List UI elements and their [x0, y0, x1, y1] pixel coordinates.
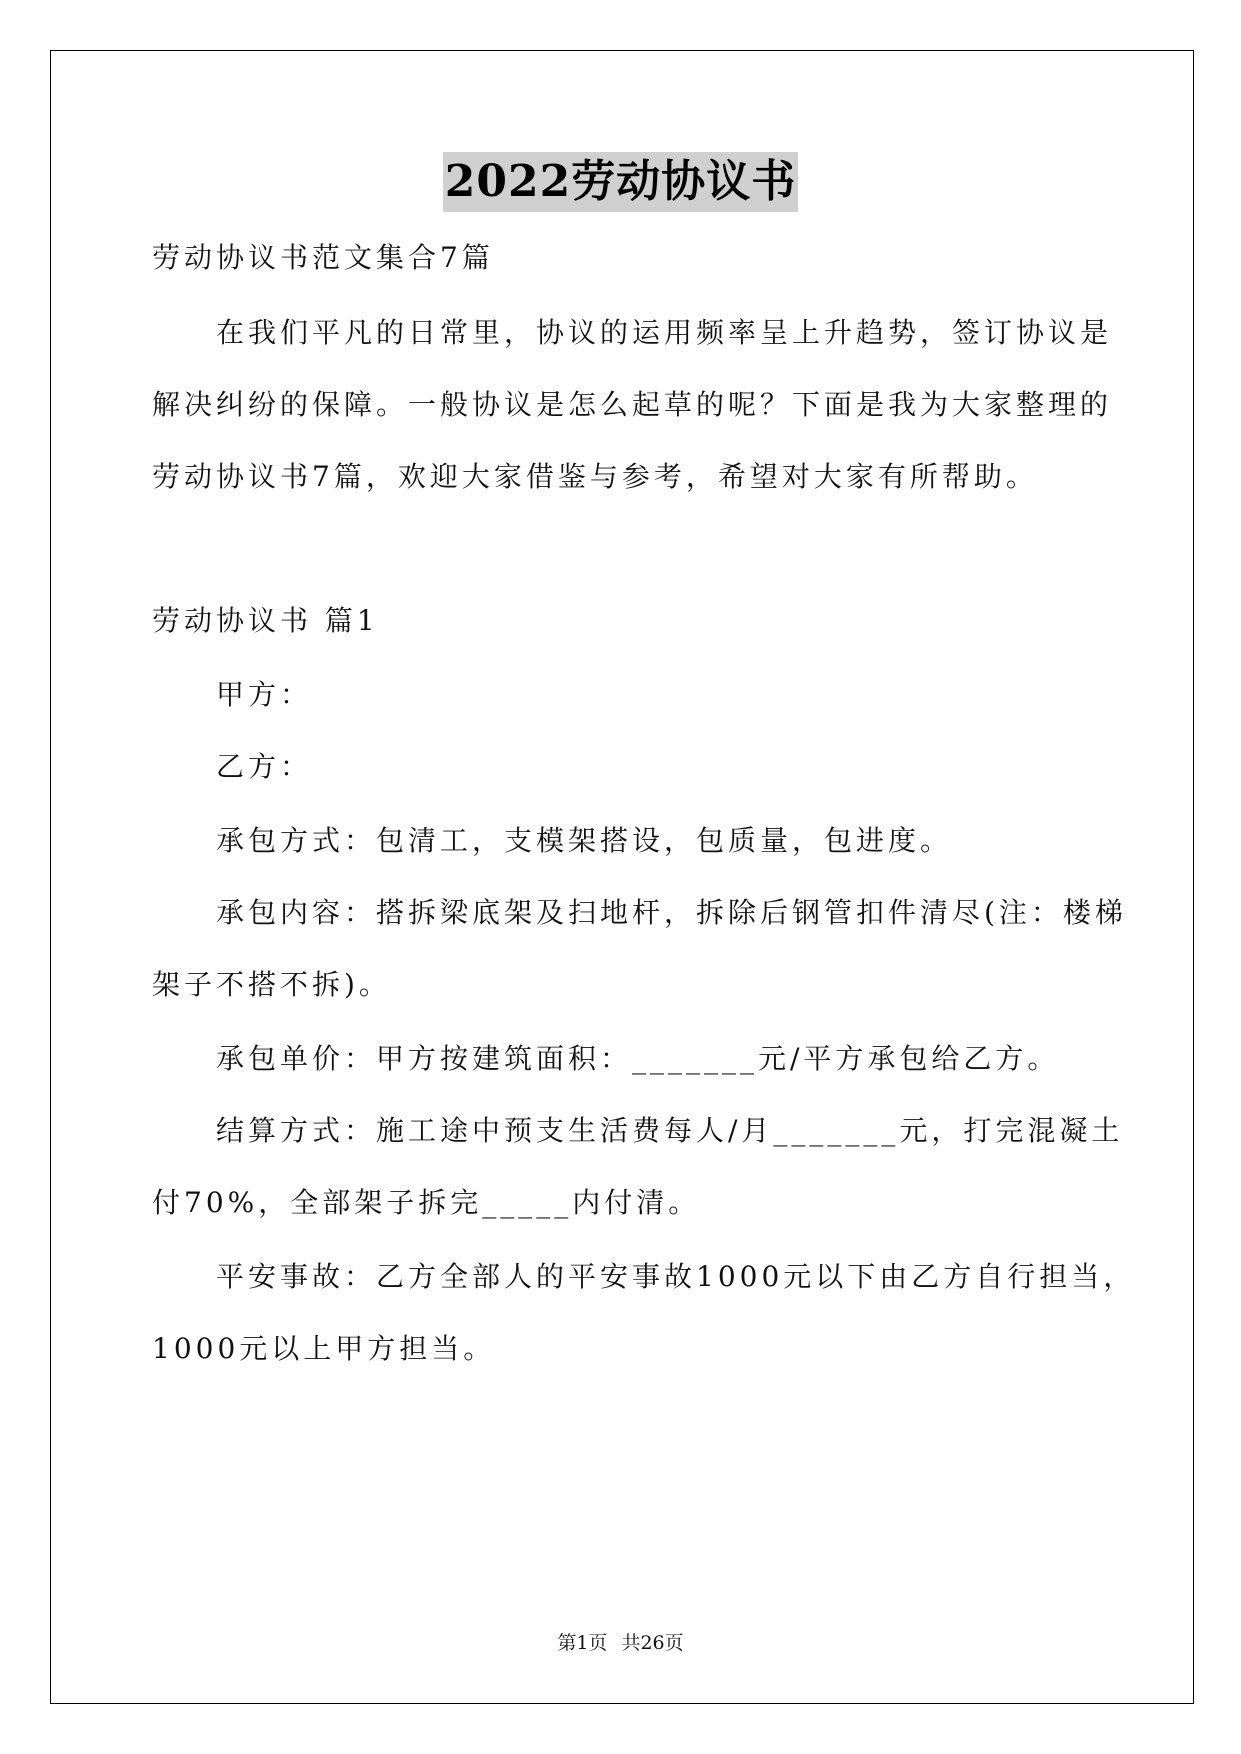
section-heading: 劳动协议书 篇1: [152, 604, 379, 637]
contract-method: 承包方式：包清工，支模架搭设，包质量，包进度。: [216, 824, 953, 857]
party-a: 甲方：: [216, 678, 313, 711]
party-b: 乙方：: [216, 750, 313, 783]
safety-line-2: 1000元以上甲方担当。: [152, 1332, 496, 1365]
intro-line-1: 在我们平凡的日常里，协议的运用频率呈上升趋势，签订协议是: [216, 316, 1113, 349]
subtitle: 劳动协议书范文集合7篇: [152, 241, 494, 274]
contract-content-line-2: 架子不搭不拆)。: [152, 968, 391, 1001]
page-total: 共26页: [621, 1632, 684, 1654]
settlement-line-1: 结算方式：施工途中预支生活费每人/月_______元，打完混凝土: [216, 1114, 1124, 1147]
unit-price: 承包单价：甲方按建筑面积：_______元/平方承包给乙方。: [216, 1042, 1060, 1075]
intro-line-2: 解决纠纷的保障。一般协议是怎么起草的呢？下面是我为大家整理的: [152, 388, 1113, 421]
page-frame: [50, 50, 1194, 1704]
safety-line-1: 平安事故：乙方全部人的平安事故1000元以下由乙方自行担当，: [216, 1260, 1136, 1293]
title-container: [0, 152, 1241, 212]
intro-line-3: 劳动协议书7篇，欢迎大家借鉴与参考，希望对大家有所帮助。: [152, 460, 1038, 493]
contract-content-line-1: 承包内容：搭拆梁底架及扫地杆，拆除后钢管扣件清尽(注：楼梯: [216, 896, 1127, 929]
page-footer: [0, 1630, 1241, 1656]
document-title: 2022劳动协议书: [443, 152, 798, 212]
settlement-line-2: 付70%，全部架子拆完_____内付清。: [152, 1186, 701, 1219]
page-number: 第1页: [557, 1632, 608, 1654]
